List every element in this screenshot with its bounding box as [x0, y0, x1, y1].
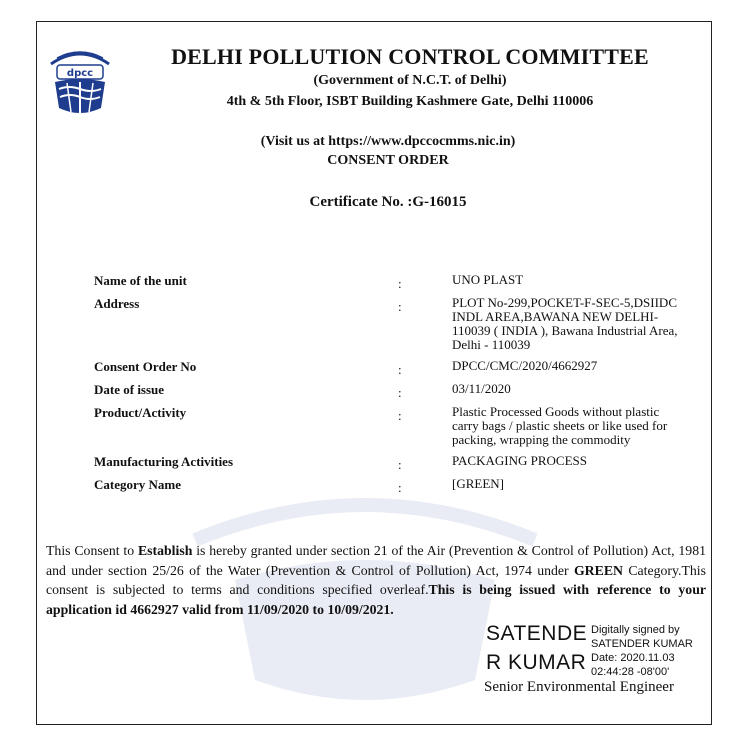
- field-colon: :: [398, 480, 402, 495]
- field-value-unit: UNO PLAST: [452, 272, 524, 287]
- field-colon: :: [398, 408, 402, 423]
- field-label-address: Address: [94, 296, 140, 311]
- field-colon: :: [398, 457, 402, 472]
- dpcc-logo-icon: [45, 42, 115, 117]
- field-colon: :: [398, 299, 402, 314]
- field-value-manufacturing: PACKAGING PROCESS: [452, 453, 587, 468]
- field-label-category: Category Name: [94, 477, 181, 492]
- field-colon: :: [398, 385, 402, 400]
- field-value-order-no: DPCC/CMC/2020/4662927: [452, 358, 598, 373]
- digital-signature-info: Digitally signed by SATENDER KUMAR Date: 2020.11.03 02:44:28 -08'00': [591, 624, 693, 678]
- gov-subtitle: (Government of N.C.T. of Delhi): [313, 73, 507, 88]
- signature-name-line1: SATENDE: [486, 622, 588, 645]
- org-title: DELHI POLLUTION CONTROL COMMITTEE: [171, 44, 649, 69]
- field-colon: :: [398, 276, 402, 291]
- logo-text: dpcc: [66, 68, 94, 79]
- field-label-manufacturing: Manufacturing Activities: [94, 454, 234, 469]
- visit-link[interactable]: (Visit us at https://www.dpccocmms.nic.in): [260, 134, 516, 149]
- certificate-number: Certificate No. :G-16015: [309, 194, 467, 210]
- field-value-date: 03/11/2020: [452, 381, 511, 396]
- field-label-date: Date of issue: [94, 382, 165, 397]
- field-value-product: Plastic Processed Goods without plastic carry bags / plastic sheets or like used for packing, wrapping the commodity: [452, 404, 668, 447]
- doc-type: CONSENT ORDER: [327, 153, 449, 168]
- field-label-order-no: Consent Order No: [94, 359, 197, 374]
- field-label-product: Product/Activity: [94, 405, 187, 420]
- signature-name-line2: R KUMAR: [486, 651, 587, 674]
- field-colon: :: [398, 362, 402, 377]
- signatory-designation: Senior Environmental Engineer: [484, 679, 674, 695]
- field-value-category: [GREEN]: [452, 476, 504, 491]
- field-label-unit: Name of the unit: [94, 273, 187, 288]
- org-address: 4th & 5th Floor, ISBT Building Kashmere Gate, Delhi 110006: [226, 94, 594, 109]
- consent-paragraph: This Consent to Establish is hereby granted under section 21 of the Air (Prevention & Control of Pollution) Act, 1981 and under section 25/26 of the Water (Prevention & Control of Pollution) Act, 1974 under GREEN Category.This consent is subjected to terms and conditions specified overleaf.This is being issued with reference to your application id 4662927 valid from 11/09/2020 to 10/09/2021.: [46, 543, 706, 617]
- field-value-address: PLOT No-299,POCKET-F-SEC-5,DSIIDC INDL AREA,BAWANA NEW DELHI- 110039 ( INDIA ), Bawana Industrial Area, Delhi - 110039: [452, 295, 678, 352]
